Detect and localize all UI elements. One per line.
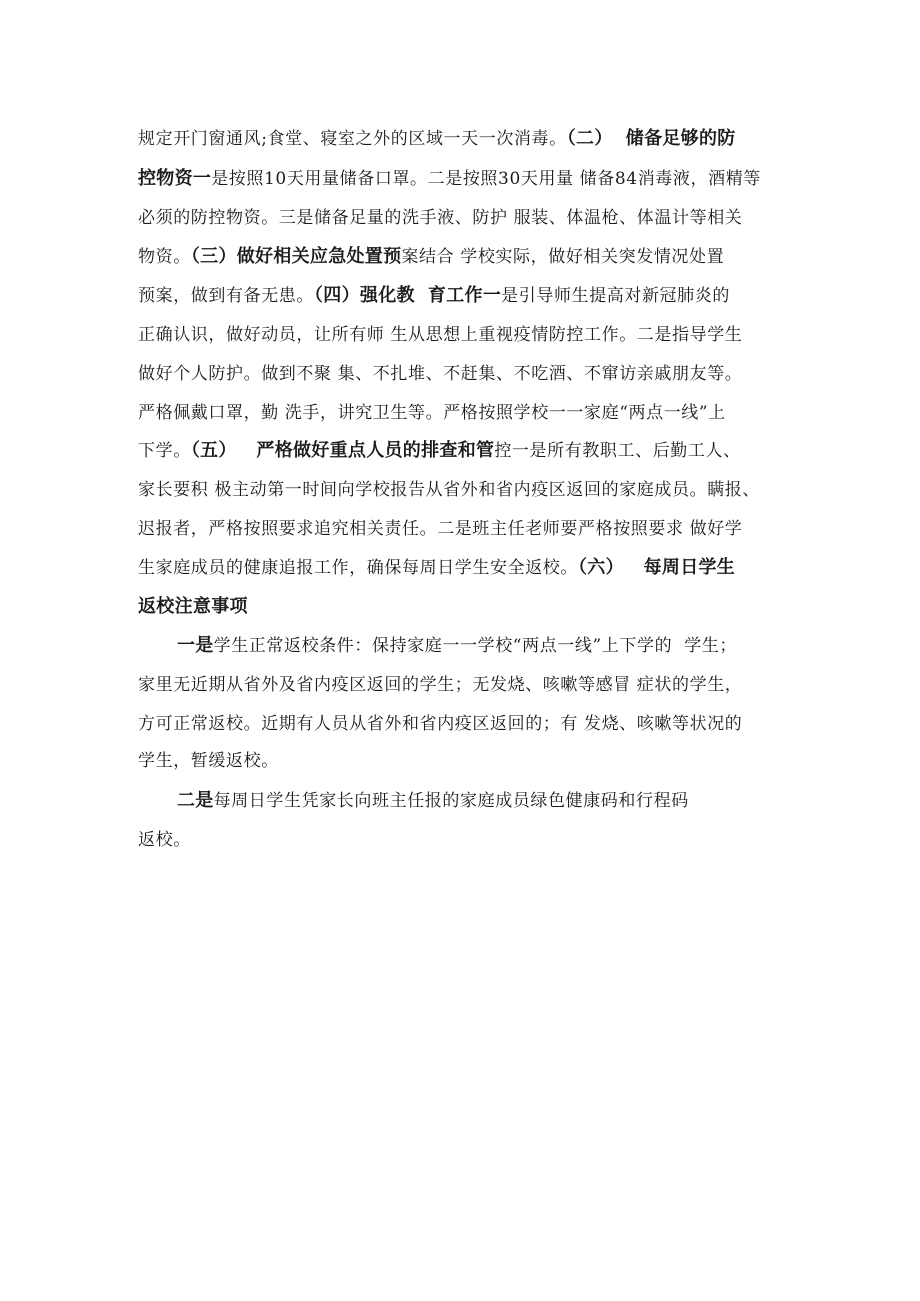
section-heading-5: （五） 严格做好重点人员的排查和管 <box>190 440 495 461</box>
text-run: 做好个人防护。做到不聚 集、不扎堆、不赶集、不吃酒、不窜访亲戚朋友等。 <box>138 364 743 384</box>
text-line <box>138 440 798 462</box>
text-line <box>177 790 837 812</box>
text-line <box>138 713 798 735</box>
text-run: 规定开门窗通风;食堂、寝室之外的区域一天一次消毒。 <box>138 129 567 149</box>
text-line <box>138 518 798 540</box>
text-line <box>138 324 798 346</box>
bold-text: 二是 <box>177 790 214 811</box>
text-run: 严格佩戴口罩，勤 洗手，讲究卫生等。严格按照学校一一家庭“两点一线”上 <box>138 403 726 423</box>
section-heading-6: （六） 每周日学生 <box>578 557 736 578</box>
text-line <box>138 363 798 385</box>
text-line <box>138 285 798 307</box>
text-run: 方可正常返校。近期有人员从省外和省内疫区返回的；有 发烧、咳嗽等状况的 <box>138 714 743 734</box>
text-run: 案结合 学校实际，做好相关突发情况处置 <box>401 247 725 267</box>
text-line <box>138 479 798 501</box>
text-run: 正确认识，做好动员，让所有师 生从思想上重视疫情防控工作。二是指导学生 <box>138 325 743 345</box>
text-run: 学生，暂缓返校。 <box>138 751 279 771</box>
text-run: 预案，做到有备无患。 <box>138 286 314 306</box>
text-line <box>138 128 798 150</box>
text-run: 控一是所有教职工、后勤工人、 <box>494 441 741 461</box>
section-heading-2: （二） 储备足够的防 <box>566 128 736 149</box>
text-run: 是引导师生提高对新冠肺炎的 <box>501 286 730 306</box>
text-run: 迟报者，严格按照要求追究相关责任。二是班主任老师要严格按照要求 做好学 <box>138 519 743 539</box>
text-line <box>138 674 798 696</box>
text-run: 返校。 <box>138 830 191 850</box>
text-line <box>138 402 798 424</box>
text-run: 物资。 <box>138 247 191 267</box>
text-line <box>138 557 798 579</box>
section-heading-4: （四）强化教 育工作一 <box>314 285 502 306</box>
text-run: 生家庭成员的健康追报工作，确保每周日学生安全返校。 <box>138 558 578 578</box>
text-line <box>138 596 798 618</box>
section-heading-3: （三）做好相关应急处置预 <box>190 246 402 267</box>
text-run: 家长要积 极主动第一时间向学校报告从省外和省内疫区返回的家庭成员。瞒报、 <box>138 480 761 500</box>
text-line <box>177 635 837 657</box>
bold-text: 一是 <box>177 635 214 656</box>
text-run: 学生正常返校条件：保持家庭一一学校“两点一线”上下学的 学生； <box>213 636 737 656</box>
text-line <box>138 829 798 851</box>
text-line <box>138 750 798 772</box>
text-line <box>138 168 798 190</box>
bold-text: 返校注意事项 <box>138 596 248 617</box>
text-line <box>138 207 798 229</box>
text-run: 每周日学生凭家长向班主任报的家庭成员绿色健康码和行程码 <box>213 791 689 811</box>
text-run: 必须的防控物资。三是储备足量的洗手液、防护 服装、体温枪、体温计等相关 <box>138 208 743 228</box>
text-line <box>138 246 798 268</box>
bold-text: 控物资一 <box>138 168 212 189</box>
text-run: 下学。 <box>138 441 191 461</box>
text-run: 是按照10天用量储备口罩。二是按照30天用量 储备84消毒液，酒精等 <box>211 169 761 189</box>
text-run: 家里无近期从省外及省内疫区返回的学生；无发烧、咳嗽等感冒 症状的学生， <box>138 675 743 695</box>
